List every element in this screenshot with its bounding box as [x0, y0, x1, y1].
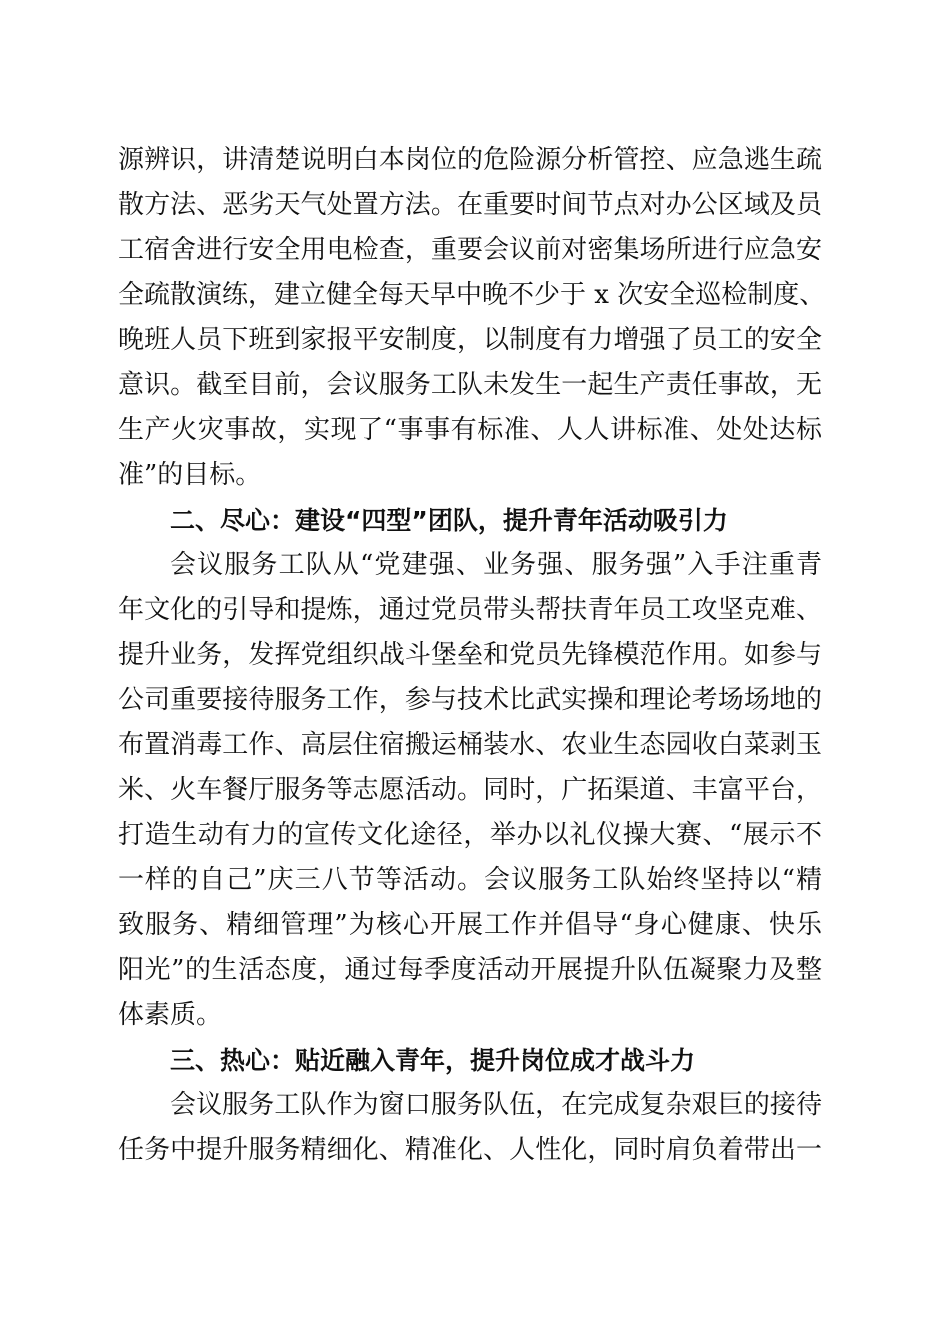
section-heading-2: 二、尽心：建设“四型”团队，提升青年活动吸引力: [170, 506, 728, 535]
text-line: 晚班人员下班到家报平安制度，以制度有力增强了员工的安全: [118, 325, 822, 355]
text-line: 致服务、精细管理”为核心开展工作并倡导“身心健康、快乐: [118, 910, 822, 940]
text-line: 米、火车餐厅服务等志愿活动。同时，广拓渠道、丰富平台，: [118, 775, 822, 805]
text-line: 生产火灾事故，实现了“事事有标准、人人讲标准、处处达标: [118, 415, 822, 445]
text-line: 任务中提升服务精细化、精准化、人性化，同时肩负着带出一: [118, 1135, 822, 1165]
text-line: 提升业务，发挥党组织战斗堡垒和党员先锋模范作用。如参与: [118, 640, 822, 670]
paragraph-youth-integration: [118, 1083, 822, 1173]
paragraph-safety-measures: [118, 138, 826, 498]
text-line: 意识。截至目前，会议服务工队未发生一起生产责任事故，无: [118, 370, 822, 400]
text-line: 年文化的引导和提炼，通过党员带头帮扶青年员工攻坚克难、: [118, 595, 822, 625]
section-heading-3: 三、热心：贴近融入青年，提升岗位成才战斗力: [170, 1046, 696, 1075]
text-line: 源辨识，讲清楚说明白本岗位的危险源分析管控、应急逃生疏: [118, 145, 822, 175]
text-line: 一样的自己”庆三八节等活动。会议服务工队始终坚持以“精: [118, 865, 822, 895]
paragraph-team-building: [118, 543, 822, 1038]
text-line: 体素质。: [118, 1000, 223, 1030]
document-body: [118, 138, 826, 1173]
text-line: 会议服务工队从“党建强、业务强、服务强”入手注重青: [170, 550, 822, 580]
text-line: 阳光”的生活态度，通过每季度活动开展提升队伍凝聚力及整: [118, 955, 822, 985]
text-line: 工宿舍进行安全用电检查，重要会议前对密集场所进行应急安: [118, 235, 822, 265]
text-line: 散方法、恶劣天气处置方法。在重要时间节点对办公区域及员: [118, 190, 822, 220]
text-line: 会议服务工队作为窗口服务队伍，在完成复杂艰巨的接待: [170, 1090, 822, 1120]
text-line: 打造生动有力的宣传文化途径，举办以礼仪操大赛、“展示不: [118, 820, 822, 850]
text-line: 布置消毒工作、高层住宿搬运桶装水、农业生态园收白菜剥玉: [118, 730, 822, 760]
text-line: 公司重要接待服务工作，参与技术比武实操和理论考场场地的: [118, 685, 822, 715]
text-line: 准”的目标。: [118, 460, 262, 490]
text-line: 全疏散演练，建立健全每天早中晚不少于 x 次安全巡检制度、: [118, 280, 826, 310]
